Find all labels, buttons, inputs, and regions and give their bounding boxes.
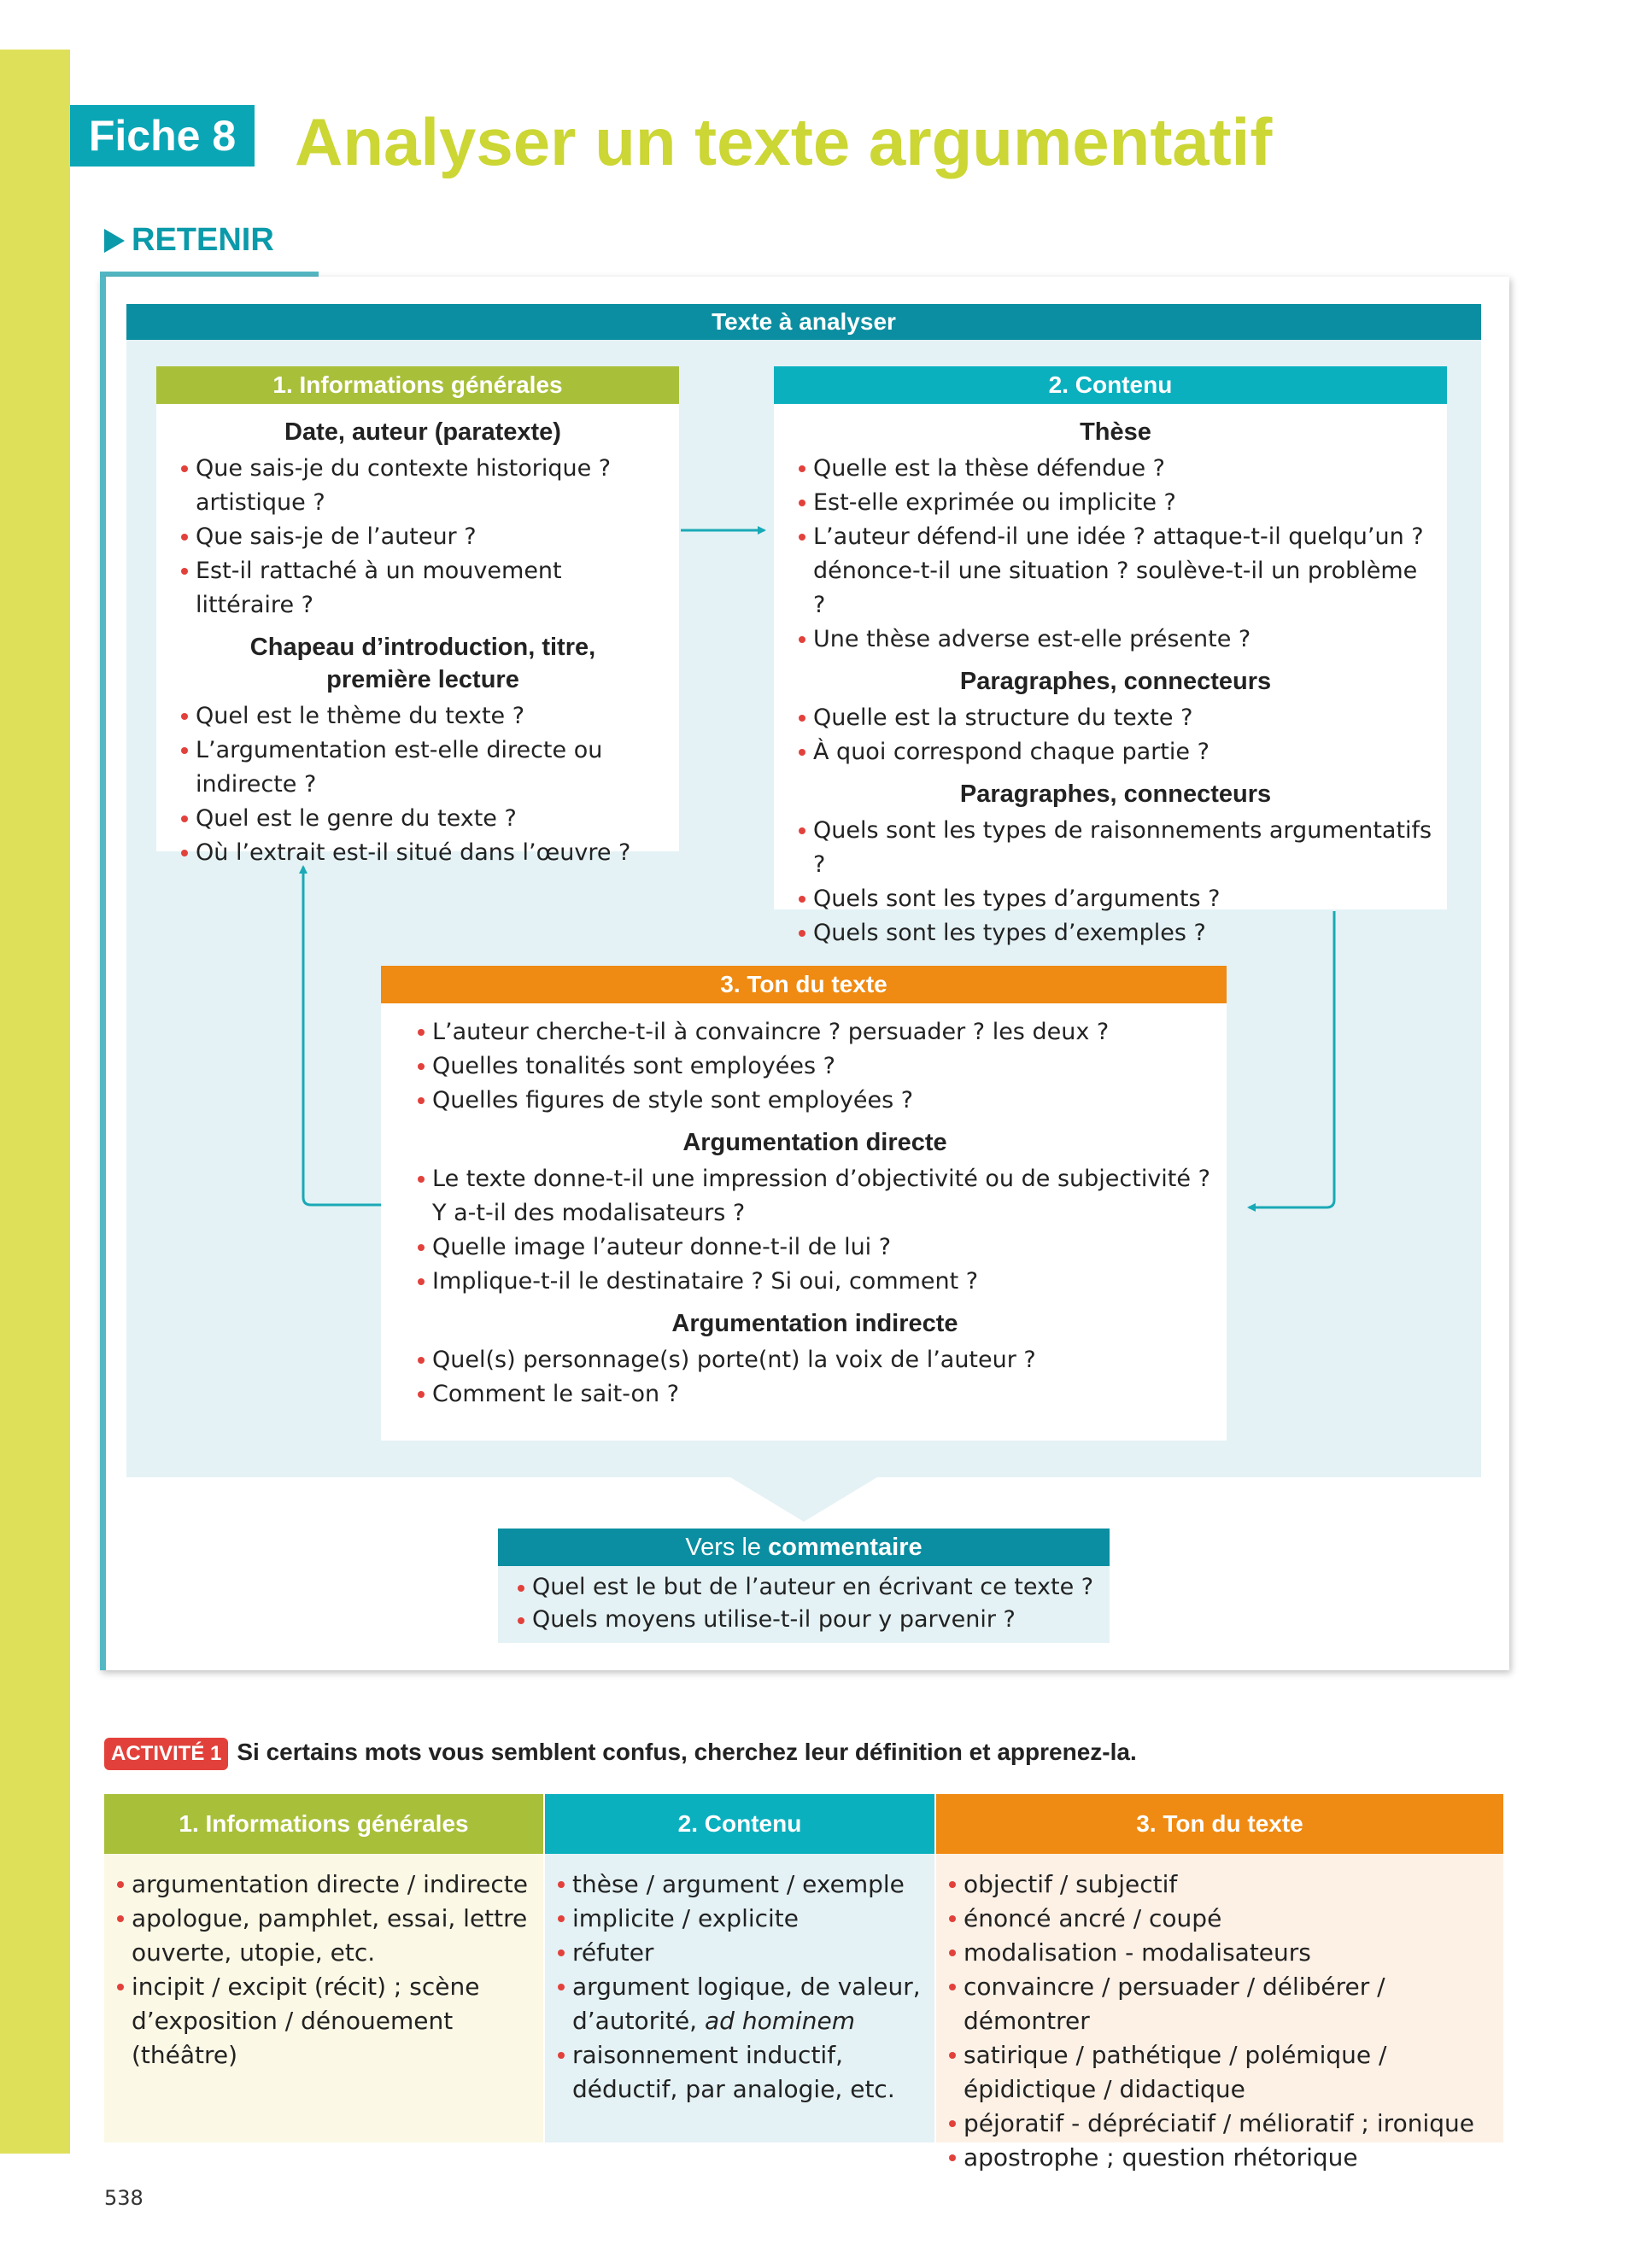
list-item: Est-elle exprimée ou implicite ?	[796, 486, 1435, 520]
subheading: Paragraphes, connecteurs	[959, 780, 1272, 808]
box-body	[774, 404, 1447, 950]
bullet-list	[796, 452, 1435, 657]
section-label: RETENIR	[132, 222, 274, 258]
column-header: 2. Contenu	[545, 1794, 934, 1854]
page-number: 538	[104, 2186, 144, 2210]
bullet-list	[796, 814, 1435, 950]
box-informations-generales	[156, 366, 679, 866]
box-body	[156, 404, 679, 870]
vocabulary-table	[104, 1794, 1503, 2172]
list-item: À quoi correspond chaque partie ?	[796, 735, 1435, 769]
page-title: Analyser un texte argumentatif	[295, 104, 1273, 179]
bullet-list	[114, 1868, 535, 2072]
list-item: Quel(s) personnage(s) porte(nt) la voix de l’auteur ?	[415, 1343, 1215, 1377]
list-item: Quels sont les types d’exemples ?	[796, 916, 1435, 950]
column-header: 3. Ton du texte	[936, 1794, 1503, 1854]
list-item: énoncé ancré / coupé	[946, 1902, 1495, 1936]
subheading: Paragraphes, connecteurs	[959, 668, 1272, 695]
list-item: Quel est le but de l’auteur en écrivant ce texte ?	[515, 1571, 1098, 1604]
list-item: Quel est le thème du texte ?	[179, 699, 667, 734]
list-item: raisonnement inductif, déductif, par analogie, etc.	[555, 2038, 926, 2107]
column-header: 1. Informations générales	[104, 1794, 543, 1854]
list-item: convaincre / persuader / délibérer / démontrer	[946, 1970, 1495, 2038]
list-item: Que sais-je du contexte historique ? artistique ?	[179, 452, 667, 520]
column-body	[104, 1854, 543, 2072]
box-title: 1. Informations générales	[156, 366, 679, 404]
box-contenu	[774, 366, 1447, 946]
table-column	[104, 1794, 543, 2142]
activity-instruction: Si certains mots vous semblent confus, cherchez leur définition et apprenez-la.	[237, 1739, 1137, 1765]
column-body	[545, 1854, 934, 2107]
subheading: Thèse	[1080, 418, 1151, 446]
list-item: L’auteur cherche-t-il à convaincre ? persuader ? les deux ?	[415, 1015, 1215, 1049]
box-body	[381, 1003, 1227, 1412]
triangle-icon	[104, 229, 125, 253]
list-item: Quelle est la thèse défendue ?	[796, 452, 1435, 486]
list-item: apostrophe ; question rhétorique	[946, 2141, 1495, 2175]
list-item: Quels sont les types de raisonnements argumentatifs ?	[796, 814, 1435, 882]
bullet-list	[555, 1868, 926, 2107]
list-item	[555, 1970, 926, 2038]
bullet-list	[415, 1015, 1215, 1118]
list-item: Est-il rattaché à un mouvement littéraire ?	[179, 554, 667, 623]
main-bar: Texte à analyser	[126, 304, 1481, 340]
list-item: Comment le sait-on ?	[415, 1377, 1215, 1412]
list-item: Quel est le genre du texte ?	[179, 802, 667, 836]
bullet-list	[796, 701, 1435, 769]
list-item: apologue, pamphlet, essai, lettre ouverte, utopie, etc.	[114, 1902, 535, 1970]
item-emphasis: ad hominem	[705, 2007, 856, 2035]
diagram-notch	[730, 1477, 877, 1522]
list-item: Le texte donne-t-il une impression d’objectivité ou de subjectivité ? Y a-t-il des modalisateurs ?	[415, 1162, 1215, 1230]
box-title: 3. Ton du texte	[381, 966, 1227, 1003]
bullet-list	[515, 1571, 1098, 1636]
list-item: argumentation directe / indirecte	[114, 1868, 535, 1902]
list-item: L’auteur défend-il une idée ? attaque-t-il quelqu’un ? dénonce-t-il une situation ? soulève-t-il un problème ?	[796, 520, 1435, 623]
list-item: Quelles tonalités sont employées ?	[415, 1049, 1215, 1084]
list-item: réfuter	[555, 1936, 926, 1970]
subheading: Argumentation indirecte	[671, 1310, 958, 1337]
list-item: Où l’extrait est-il situé dans l’œuvre ?	[179, 836, 667, 870]
list-item: modalisation - modalisateurs	[946, 1936, 1495, 1970]
section-heading	[104, 220, 274, 260]
list-item: Que sais-je de l’auteur ?	[179, 520, 667, 554]
subheading: Date, auteur (paratexte)	[284, 418, 561, 446]
list-item: thèse / argument / exemple	[555, 1868, 926, 1902]
table-column	[936, 1794, 1503, 2172]
list-item: Quelle image l’auteur donne-t-il de lui ?	[415, 1230, 1215, 1265]
vers-strong: commentaire	[768, 1534, 922, 1561]
bullet-list	[179, 452, 667, 623]
bullet-list	[415, 1343, 1215, 1412]
vers-commentaire-title	[498, 1529, 1110, 1566]
list-item: Quelle est la structure du texte ?	[796, 701, 1435, 735]
list-item: Une thèse adverse est-elle présente ?	[796, 623, 1435, 657]
column-body	[936, 1854, 1503, 2175]
activity-badge: ACTIVITÉ 1	[104, 1738, 228, 1770]
box-ton-du-texte	[381, 966, 1227, 1441]
list-item: Quels sont les types d’arguments ?	[796, 882, 1435, 916]
bullet-list	[946, 1868, 1495, 2175]
margin-band	[0, 50, 70, 2154]
subheading: Argumentation directe	[682, 1129, 947, 1156]
subheading: Chapeau d’introduction, titre, première lecture	[249, 634, 596, 693]
list-item: Quelles figures de style sont employées ?	[415, 1084, 1215, 1118]
list-item: Quels moyens utilise-t-il pour y parvenir ?	[515, 1604, 1098, 1636]
bullet-list	[179, 699, 667, 870]
vers-commentaire-body	[498, 1566, 1110, 1643]
list-item: satirique / pathétique / polémique / épidictique / didactique	[946, 2038, 1495, 2107]
list-item: implicite / explicite	[555, 1902, 926, 1936]
vers-prefix: Vers le	[685, 1534, 762, 1561]
list-item: L’argumentation est-elle directe ou indirecte ?	[179, 734, 667, 802]
list-item: incipit / excipit (récit) ; scène d’exposition / dénouement (théâtre)	[114, 1970, 535, 2072]
fiche-badge: Fiche 8	[70, 105, 255, 167]
box-title: 2. Contenu	[774, 366, 1447, 404]
list-item: objectif / subjectif	[946, 1868, 1495, 1902]
bullet-list	[415, 1162, 1215, 1299]
list-item: péjoratif - dépréciatif / mélioratif ; ironique	[946, 2107, 1495, 2141]
table-column	[545, 1794, 934, 2142]
list-item: Implique-t-il le destinataire ? Si oui, comment ?	[415, 1265, 1215, 1299]
item-text: argument logique, de valeur, d’autorité,	[572, 1973, 921, 2035]
activity-heading	[104, 1735, 1137, 1770]
